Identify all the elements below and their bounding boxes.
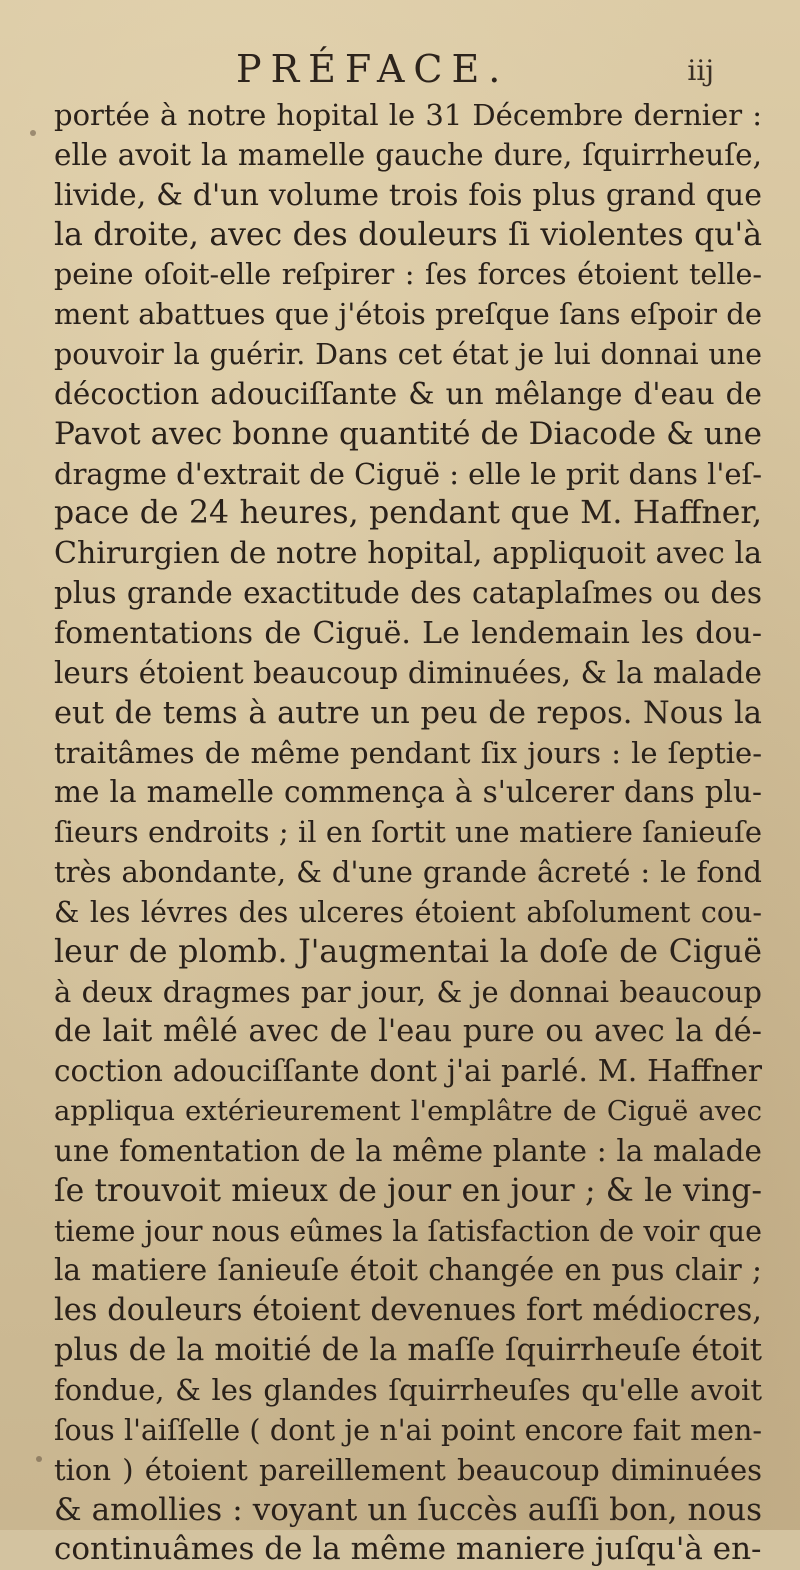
margin-spot	[36, 1456, 42, 1462]
text-line: la matiere ſanieuſe étoit changée en pus clair ;	[54, 1253, 762, 1288]
text-line: ſous l'aiſſelle ( dont je n'ai point encore fait men-	[54, 1413, 762, 1447]
text-line: fomentations de Ciguë. Le lendemain les dou-	[54, 615, 762, 651]
text-line: & amollies : voyant un ſuccès auſſi bon, nous	[54, 1491, 762, 1528]
text-line: livide, & d'un volume trois fois plus grand que	[54, 177, 762, 213]
text-line: tion ) étoient pareillement beaucoup diminuées	[54, 1452, 762, 1487]
text-line: pace de 24 heures, pendant que M. Haffner,	[54, 495, 762, 532]
text-line: très abondante, & d'une grande âcreté : le fond	[54, 855, 762, 890]
text-line: ment abattues que j'étois preſque ſans eſpoir de	[54, 297, 762, 332]
text-line: fondue, & les glandes ſquirrheuſes qu'elle avoit	[54, 1373, 762, 1407]
text-line: dragme d'extrait de Ciguë : elle le prit dans l'eſ-	[54, 456, 763, 491]
text-line: plus grande exactitude des cataplaſmes ou des	[54, 576, 762, 611]
text-line: traitâmes de même pendant ſix jours : le ſeptie-	[54, 735, 762, 770]
text-line: leurs étoient beaucoup diminuées, & la malade	[54, 655, 762, 690]
text-line: décoction adouciſſante & un mêlange d'eau de	[54, 376, 762, 411]
text-line: appliqua extérieurement l'emplâtre de Ciguë avec	[54, 1095, 762, 1128]
text-line: plus de la moitié de la maſſe ſquirrheuſe étoit	[54, 1333, 762, 1369]
text-line: ſe trouvoit mieux de jour en jour ; & le ving-	[54, 1172, 762, 1209]
text-line: peine oſoit-elle reſpirer : ſes forces étoient telle-	[54, 258, 762, 292]
body-text	[54, 96, 762, 1570]
text-line: Chirurgien de notre hopital, appliquoit avec la	[54, 536, 762, 572]
text-line: Pavot avec bonne quantité de Diacode & une	[54, 415, 762, 452]
text-line: leur de plomb. J'augmentai la doſe de Ciguë	[54, 933, 762, 970]
page-header	[0, 44, 800, 94]
text-line: la droite, avec des douleurs ſi violentes qu'à	[54, 216, 762, 253]
text-line: eut de tems à autre un peu de repos. Nous la	[54, 695, 762, 731]
text-line: & les lévres des ulceres étoient abſolument cou-	[54, 895, 762, 929]
text-line: une fomentation de la même plante : la malade	[54, 1133, 762, 1168]
text-line: me la mamelle commença à s'ulcerer dans plu-	[54, 775, 762, 810]
text-line: portée à notre hopital le 31 Décembre dernier :	[54, 98, 762, 132]
running-title: PRÉFACE.	[236, 47, 510, 91]
text-line: pouvoir la guérir. Dans cet état je lui donnai une	[54, 338, 762, 372]
text-line: les douleurs étoient devenues fort médiocres,	[54, 1293, 762, 1329]
text-line: ſieurs endroits ; il en ſortit une matiere ſanieuſe	[54, 815, 762, 850]
text-line: tieme jour nous eûmes la ſatisfaction de voir que	[54, 1214, 762, 1248]
text-line: elle avoit la mamelle gauche dure, ſquirrheuſe,	[54, 137, 762, 172]
text-line: de lait mêlé avec de l'eau pure ou avec la dé-	[54, 1014, 762, 1050]
text-line: à deux dragmes par jour, & je donnai beaucoup	[54, 974, 762, 1009]
text-line: continuâmes de la même maniere juſqu'à en-	[54, 1531, 762, 1568]
text-line: coction adouciſſante dont j'ai parlé. M. Haffner	[54, 1054, 762, 1089]
page-number: iij	[687, 54, 714, 87]
margin-spot	[30, 130, 36, 136]
